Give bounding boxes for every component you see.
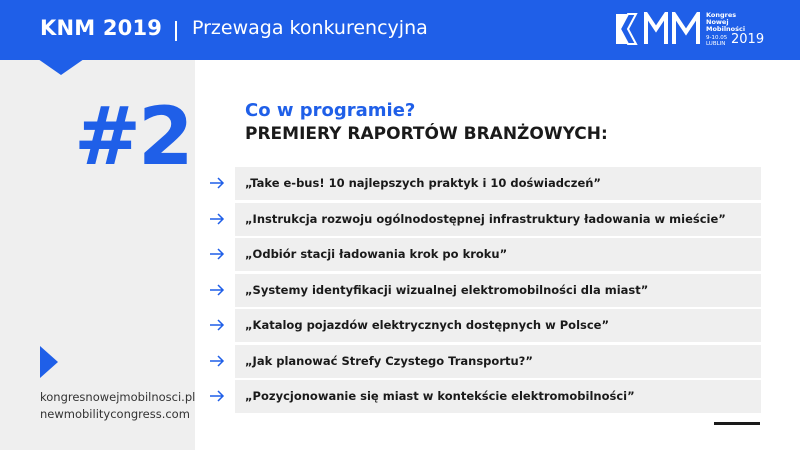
arrow-right-icon [209, 246, 225, 262]
list-item-text: „Odbiór stacji ładowania krok po kroku” [245, 247, 508, 261]
arrow-right-icon [209, 175, 225, 191]
arrow-right-icon [209, 353, 225, 369]
list-item-text: „Pozycjonowanie się miast w kontekście elektromobilności” [245, 389, 635, 403]
arrow-right-icon [209, 211, 225, 227]
list-item [205, 274, 765, 307]
logo-year: 2019 [731, 32, 765, 47]
list-item-text: „Jak planować Strefy Czystego Transportu?” [245, 353, 533, 368]
website-link-com[interactable]: newmobilitycongress.com [40, 407, 190, 421]
list-item-box [235, 345, 761, 378]
list-item-box [235, 167, 761, 200]
section-heading: PREMIERY RAPORTÓW BRANŻOWYCH: [245, 124, 608, 144]
event-title: KNM 2019 [40, 16, 163, 40]
section-question: Co w programie? [245, 100, 416, 121]
arrow-right-icon [209, 388, 225, 404]
logo-dates: 9-10.05 LUBLIN [706, 35, 728, 47]
list-item-box [235, 274, 761, 307]
arrow-right-icon [209, 282, 225, 298]
bottom-rule [714, 422, 760, 425]
header-bar [0, 0, 800, 60]
list-item [205, 167, 765, 200]
list-item-text: „Take e-bus! 10 najlepszych praktyk i 10 doświadczeń” [245, 176, 601, 190]
list-item-box [235, 380, 761, 413]
list-item-text: „Systemy identyfikacji wizualnej elektromobilności dla miast” [245, 282, 649, 297]
list-item [205, 203, 765, 236]
triangle-right-icon [40, 346, 58, 378]
list-item [205, 238, 765, 271]
list-item-box [235, 203, 761, 236]
header-notch [38, 59, 84, 75]
slide-subtitle: Przewaga konkurencyjna [192, 17, 428, 39]
website-link-pl[interactable]: kongresnowejmobilnosci.pl [40, 390, 196, 404]
list-item-box [235, 309, 761, 342]
list-item-text: „Katalog pojazdów elektrycznych dostępnych w Polsce” [245, 318, 610, 332]
list-item [205, 309, 765, 342]
logo-wordmark: Kongres Nowej Mobilności [706, 11, 746, 34]
report-list [205, 167, 765, 416]
slide-number: #2 [74, 90, 191, 183]
list-item-box [235, 238, 761, 271]
list-item [205, 345, 765, 378]
list-item [205, 380, 765, 413]
knm-logo-icon [614, 12, 702, 46]
list-item-text: „Instrukcja rozwoju ogólnodostępnej infrastruktury ładowania w mieście” [245, 211, 726, 226]
arrow-right-icon [209, 317, 225, 333]
header-divider [175, 21, 177, 41]
